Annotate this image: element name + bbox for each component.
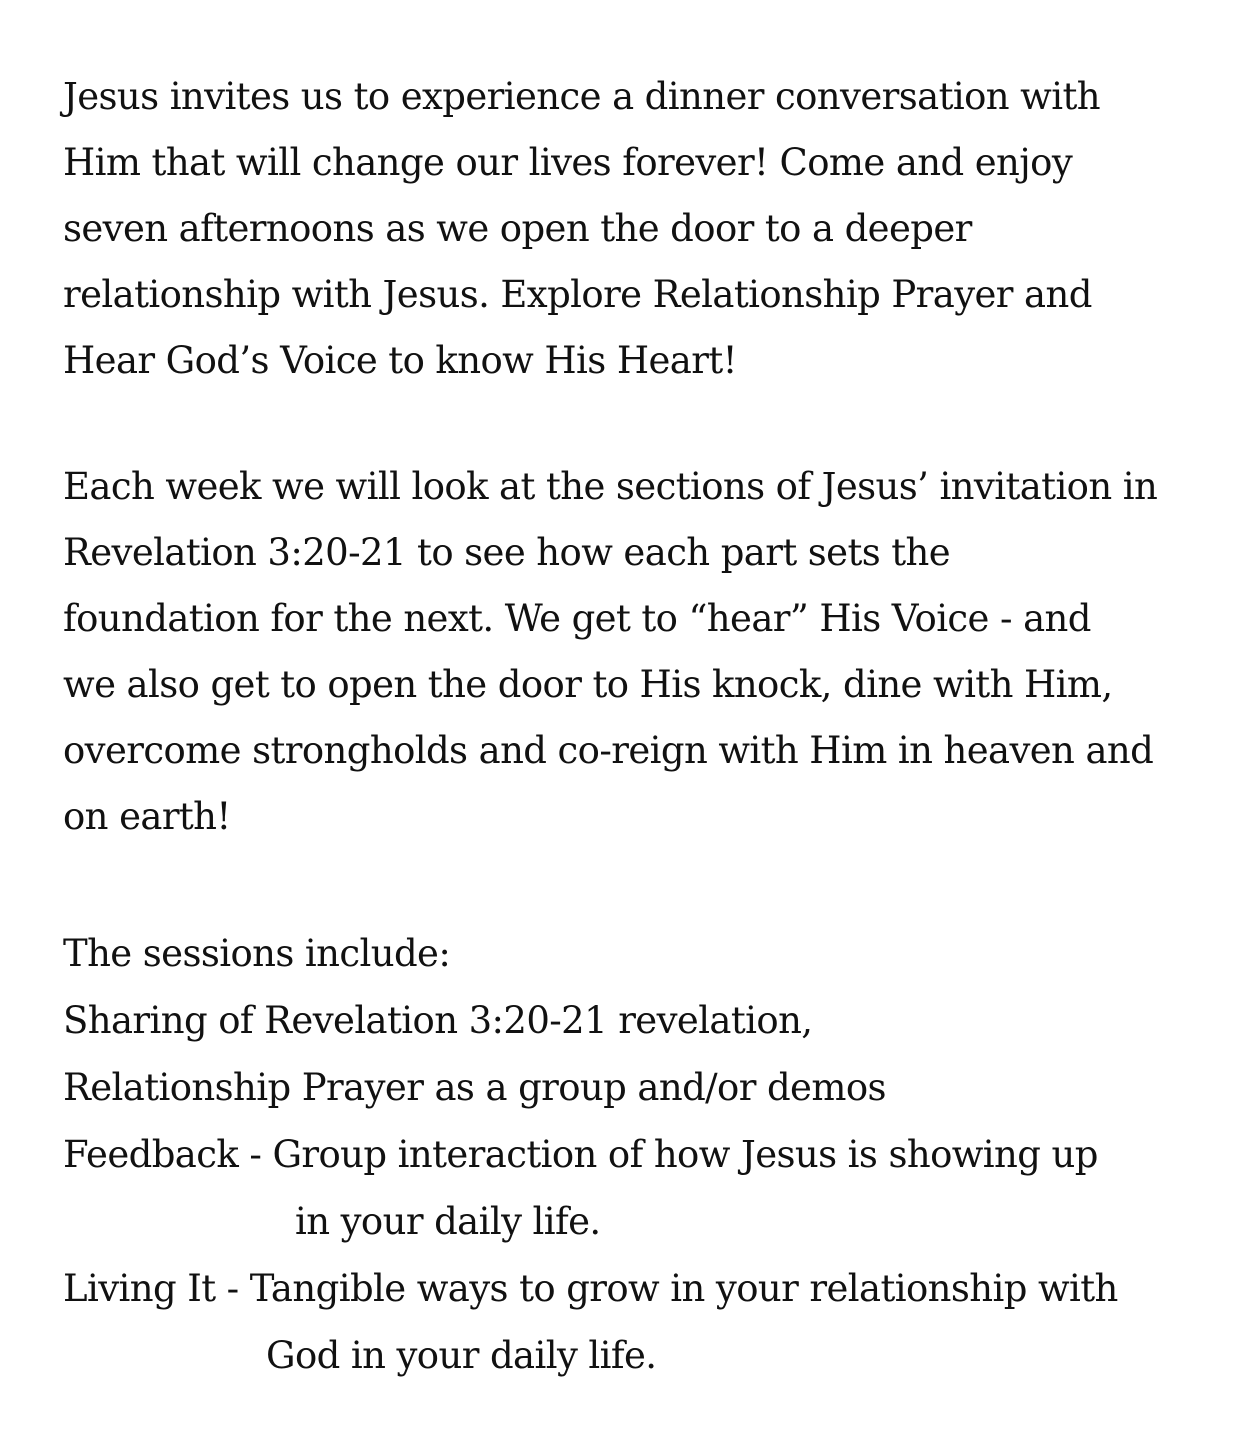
session-item-sharing: Sharing of Revelation 3:20-21 revelation, [63, 999, 813, 1042]
intro-line-5: Hear God’s Voice to know His Heart! [63, 339, 737, 382]
intro-line-4: relationship with Jesus. Explore Relationship Prayer and [63, 273, 1092, 316]
weekly-line-2: Revelation 3:20-21 to see how each part sets the [63, 531, 951, 574]
weekly-line-5: overcome strongholds and co-reign with Him in heaven and [63, 729, 1154, 772]
session-item-feedback: Feedback - Group interaction of how Jesus is showing up [63, 1133, 1098, 1176]
weekly-line-3: foundation for the next. We get to “hear” His Voice - and [63, 597, 1091, 640]
session-item-living-it-continued: God in your daily life. [266, 1334, 657, 1377]
intro-line-2: Him that will change our lives forever! Come and enjoy [63, 141, 1073, 184]
weekly-line-6: on earth! [63, 795, 231, 838]
weekly-line-4: we also get to open the door to His knock, dine with Him, [63, 663, 1113, 706]
session-item-prayer: Relationship Prayer as a group and/or demos [63, 1066, 886, 1109]
session-item-feedback-continued: in your daily life. [295, 1200, 601, 1243]
intro-line-1: Jesus invites us to experience a dinner conversation with [63, 75, 1100, 118]
session-item-living-it: Living It - Tangible ways to grow in your relationship with [63, 1267, 1118, 1310]
sessions-heading: The sessions include: [63, 932, 451, 975]
weekly-line-1: Each week we will look at the sections of Jesus’ invitation in [63, 465, 1158, 508]
intro-line-3: seven afternoons as we open the door to a deeper [63, 207, 972, 250]
